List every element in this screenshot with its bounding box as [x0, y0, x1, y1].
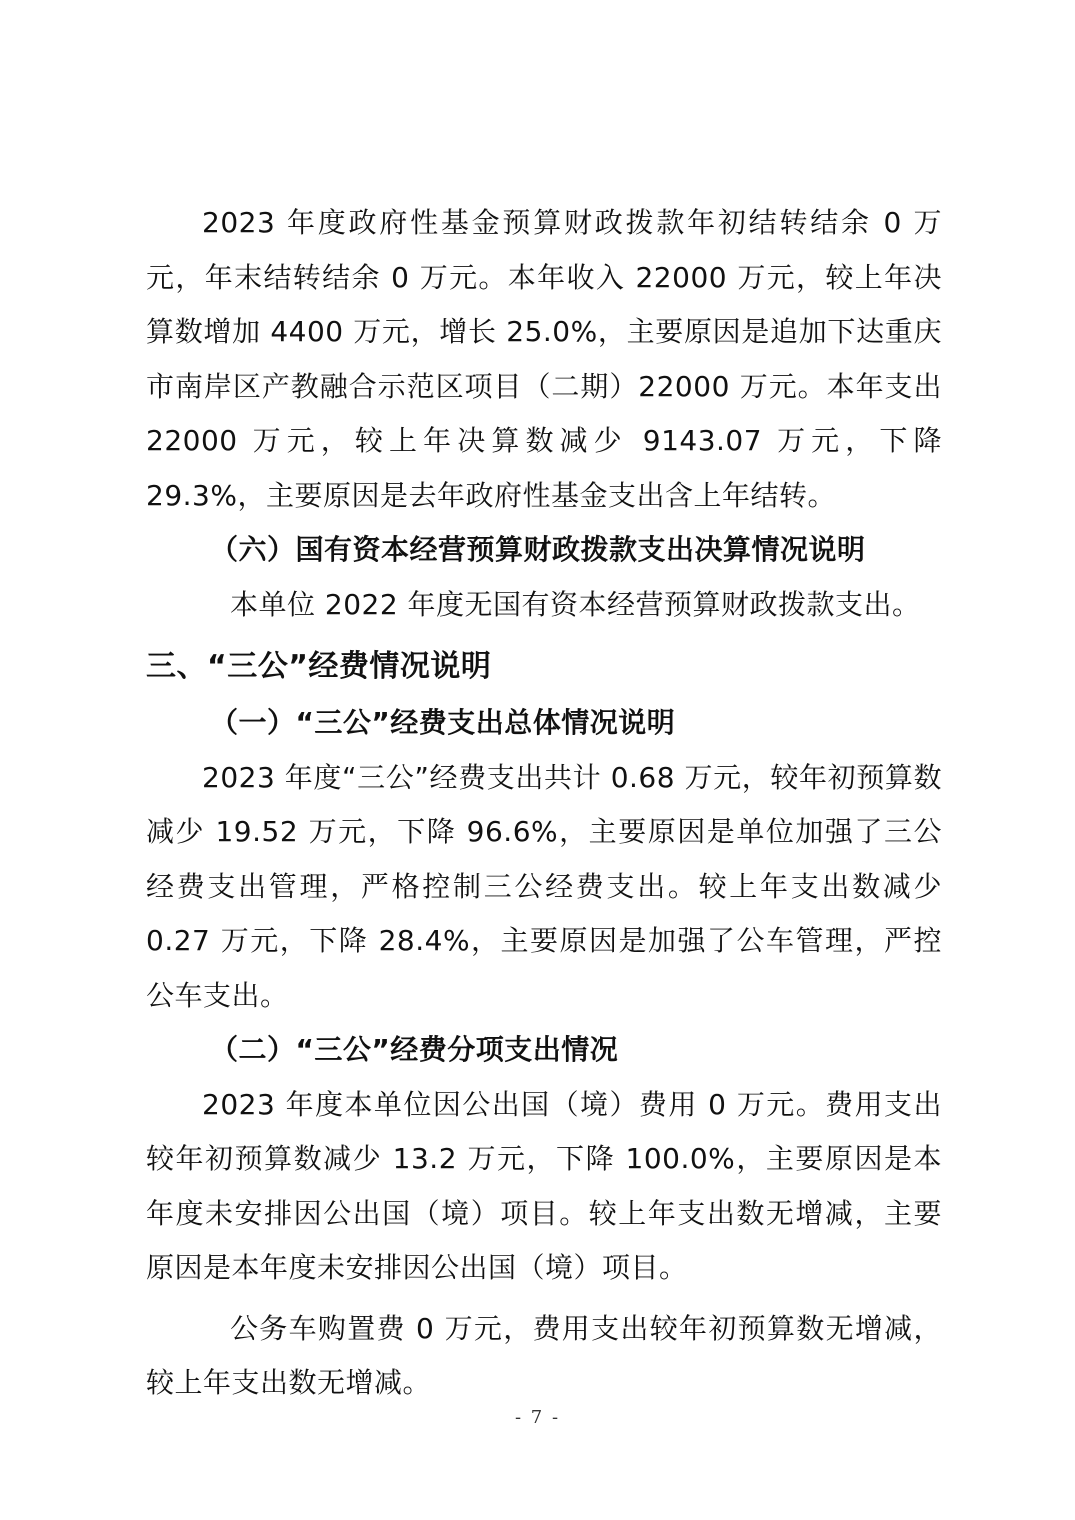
paragraph-state-capital-none: 本单位 2022 年度无国有资本经营预算财政拨款支出。 — [230, 587, 921, 621]
page-number: - 7 - — [514, 1407, 561, 1428]
heading-three-public-itemized: （二）“三公”经费分项支出情况 — [210, 1033, 619, 1066]
paragraph-vehicle-purchase: 公务车购置费 0 万元，费用支出较年初预算数无增减，较上年支出数无增减。 — [146, 1311, 942, 1399]
paragraph-three-public-overall: 2023 年度“三公”经费支出共计 0.68 万元，较年初预算数减少 19.52 万元，下降 96.6%，主要原因是单位加强了三公经费支出管理，严格控制三公经费支出。较上年支出数减少 0.27 万元，下降 28.4%，主要原因是加强了公车管理，严控公车支出。 — [146, 760, 942, 1012]
document-body — [146, 196, 942, 1411]
heading-three-public-expenses: 三、“三公”经费情况说明 — [146, 649, 492, 684]
heading-state-capital-expenditure: （六）国有资本经营预算财政拨款支出决算情况说明 — [210, 533, 866, 566]
paragraph-government-fund: 2023 年度政府性基金预算财政拨款年初结转结余 0 万元，年末结转结余 0 万元。本年收入 22000 万元，较上年决算数增加 4400 万元，增长 25.0%，主要原因是追加下达重庆市南岸区产教融合示范区项目（二期）22000 万元。本年支出 22000 万元，较上年决算数减少 9143.07 万元，下降 29.3%，主要原因是去年政府性基金支出含上年结转。 — [146, 206, 942, 512]
paragraph-overseas-travel: 2023 年度本单位因公出国（境）费用 0 万元。费用支出较年初预算数减少 13.2 万元，下降 100.0%，主要原因是本年度未安排因公出国（境）项目。较上年支出数无增减，主要原因是本年度未安排因公出国（境）项目。 — [146, 1087, 942, 1284]
heading-three-public-overall: （一）“三公”经费支出总体情况说明 — [210, 706, 676, 739]
